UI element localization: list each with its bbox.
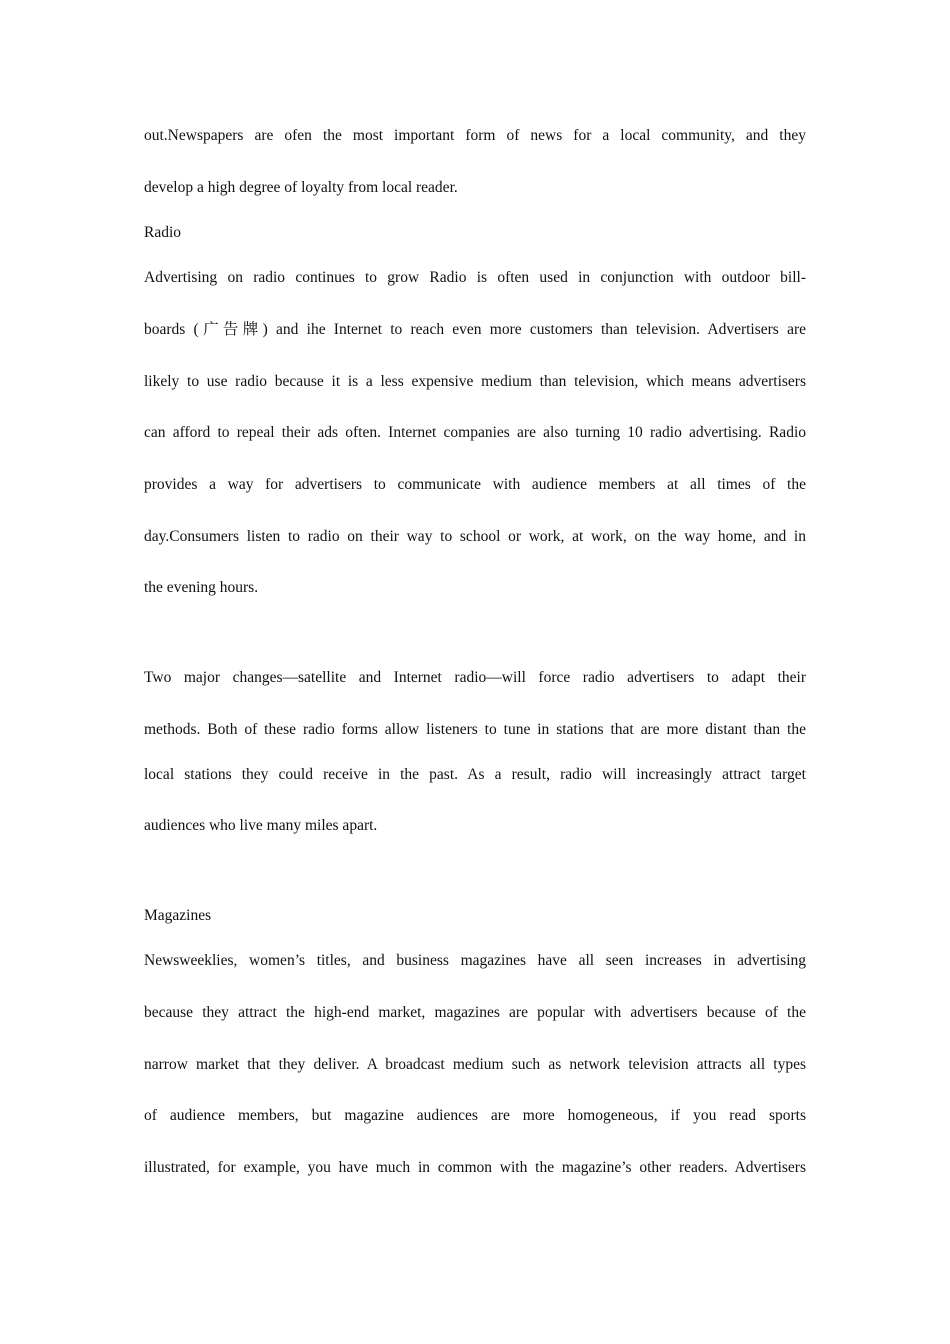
radio-paragraph-line-3: likely to use radio because it is a less expensive medium than television, which means advertisers: [144, 373, 806, 390]
radio-paragraph-line-7: the evening hours.: [144, 579, 259, 596]
radio-heading: Radio: [144, 224, 182, 241]
radio-paragraph-line-1: Advertising on radio continues to grow Radio is often used in conjunction with outdoor bill-: [144, 269, 806, 286]
magazines-paragraph-line-1: Newsweeklies, women’s titles, and business magazines have all seen increases in advertising: [144, 952, 806, 969]
radio-paragraph-line-6: day.Consumers listen to radio on their way to school or work, at work, on the way home, and in: [144, 528, 806, 545]
magazines-paragraph-line-3: narrow market that they deliver. A broadcast medium such as network television attracts all types: [144, 1056, 806, 1073]
radio-paragraph-line-2: boards (广告牌) and ihe Internet to reach even more customers than television. Advertisers are: [144, 321, 806, 338]
newspapers-paragraph-line-2: develop a high degree of loyalty from local reader.: [144, 179, 458, 196]
newspapers-paragraph-line-1: out.Newspapers are ofen the most important form of news for a local community, and they: [144, 127, 806, 144]
radio-changes-paragraph-line-4: audiences who live many miles apart.: [144, 817, 378, 834]
radio-paragraph-line-5: provides a way for advertisers to communicate with audience members at all times of the: [144, 476, 806, 493]
radio-paragraph-line-4: can afford to repeal their ads often. Internet companies are also turning 10 radio advertising. Radio: [144, 424, 806, 441]
magazines-paragraph-line-2: because they attract the high-end market, magazines are popular with advertisers because of the: [144, 1004, 806, 1021]
radio-changes-paragraph-line-3: local stations they could receive in the past. As a result, radio will increasingly attract target: [144, 766, 806, 783]
magazines-paragraph-line-5: illustrated, for example, you have much in common with the magazine’s other readers. Advertisers: [144, 1159, 806, 1176]
radio-changes-paragraph-line-1: Two major changes—satellite and Internet radio—will force radio advertisers to adapt their: [144, 669, 806, 686]
magazines-heading: Magazines: [144, 907, 212, 924]
magazines-paragraph-line-4: of audience members, but magazine audiences are more homogeneous, if you read sports: [144, 1107, 806, 1124]
radio-changes-paragraph-line-2: methods. Both of these radio forms allow listeners to tune in stations that are more distant than the: [144, 721, 806, 738]
